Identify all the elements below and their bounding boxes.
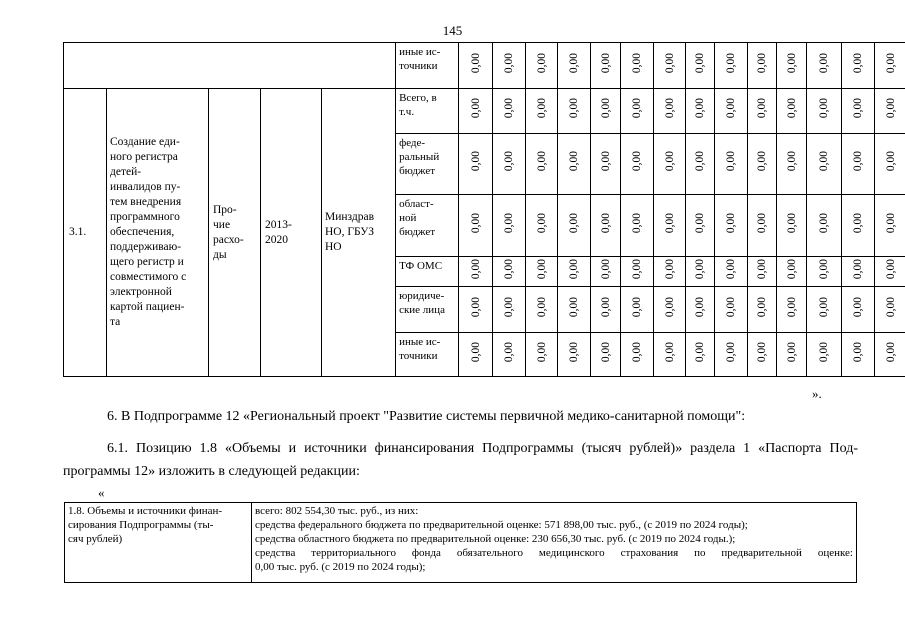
amount-value: 0,00: [503, 52, 516, 74]
top-row-value-cell: [558, 43, 591, 89]
amount-value: 0,00: [535, 258, 548, 280]
amount-value: 0,00: [469, 212, 482, 234]
source-value-cell: [558, 257, 591, 287]
source-value-cell: [558, 89, 591, 134]
source-value-cell: [748, 134, 777, 195]
source-value-cell: [686, 195, 715, 257]
amount-value: 0,00: [535, 212, 548, 234]
item-number: 3.1.: [64, 89, 107, 377]
source-value-cell: [715, 257, 748, 287]
paragraph-6: 6. В Подпрограмме 12 «Региональный проект "Развитие системы первичной медико-санитарной помощи":: [107, 409, 746, 424]
amount-value: 0,00: [568, 341, 581, 363]
source-value-cell: [591, 287, 621, 333]
top-row-value-cell: [459, 43, 493, 89]
source-value-cell: [777, 195, 807, 257]
amount-value: 0,00: [503, 98, 516, 119]
source-value-cell: [621, 333, 654, 377]
amount-value: 0,00: [599, 52, 612, 74]
amount-value: 0,00: [631, 151, 644, 172]
source-value-cell: [558, 287, 591, 333]
source-value-cell: [807, 257, 842, 287]
source-value-cell: [875, 287, 905, 333]
source-value-cell: [526, 89, 558, 134]
amount-value: 0,00: [694, 151, 707, 172]
amount-value: 0,00: [568, 52, 581, 74]
source-value-cell: [842, 89, 875, 134]
source-value-cell: [654, 257, 686, 287]
amount-value: 0,00: [756, 52, 769, 74]
amount-value: 0,00: [818, 151, 831, 172]
source-value-cell: [459, 257, 493, 287]
amount-value: 0,00: [852, 341, 865, 363]
source-value-cell: [591, 134, 621, 195]
amount-value: 0,00: [568, 212, 581, 234]
source-value-cell: [558, 333, 591, 377]
source-value-cell: [777, 134, 807, 195]
source-value-cell: [654, 89, 686, 134]
amount-value: 0,00: [599, 296, 612, 318]
passport-label: 1.8. Объемы и источники финан- сирования Подпрограммы (ты- сяч рублей): [65, 503, 252, 583]
amount-value: 0,00: [694, 341, 707, 363]
opening-quote: «: [98, 485, 105, 500]
financing-table: [63, 42, 905, 377]
source-value-cell: [654, 333, 686, 377]
source-value-cell: [493, 195, 526, 257]
source-value-cell: [621, 134, 654, 195]
amount-value: 0,00: [694, 296, 707, 318]
source-label: област- ной бюджет: [396, 195, 459, 257]
amount-value: 0,00: [568, 296, 581, 318]
amount-value: 0,00: [503, 341, 516, 363]
amount-value: 0,00: [818, 212, 831, 234]
source-value-cell: [777, 287, 807, 333]
amount-value: 0,00: [663, 296, 676, 318]
source-value-cell: [777, 257, 807, 287]
top-row-value-cell: [875, 43, 905, 89]
source-value-cell: [526, 195, 558, 257]
amount-value: 0,00: [725, 52, 738, 74]
source-value-cell: [526, 287, 558, 333]
amount-value: 0,00: [725, 258, 738, 280]
amount-value: 0,00: [725, 151, 738, 172]
source-value-cell: [526, 333, 558, 377]
amount-value: 0,00: [885, 151, 898, 172]
source-value-cell: [591, 89, 621, 134]
source-value-cell: [493, 257, 526, 287]
source-value-cell: [875, 333, 905, 377]
amount-value: 0,00: [885, 98, 898, 119]
source-value-cell: [493, 134, 526, 195]
source-value-cell: [842, 333, 875, 377]
source-value-cell: [686, 287, 715, 333]
source-value-cell: [807, 89, 842, 134]
source-value-cell: [777, 333, 807, 377]
top-row-value-cell: [715, 43, 748, 89]
amount-value: 0,00: [852, 151, 865, 172]
amount-value: 0,00: [535, 296, 548, 318]
amount-value: 0,00: [885, 341, 898, 363]
expense-type: Про- чие расхо- ды: [209, 89, 261, 377]
amount-value: 0,00: [756, 258, 769, 280]
amount-value: 0,00: [852, 296, 865, 318]
amount-value: 0,00: [535, 98, 548, 119]
amount-value: 0,00: [785, 212, 798, 234]
passport-line-regional: средства областного бюджета по предварительной оценке: 230 656,30 тыс. руб. (с 2019 по 2024 годы.);: [255, 533, 736, 545]
source-value-cell: [748, 333, 777, 377]
source-value-cell: [842, 287, 875, 333]
amount-value: 0,00: [725, 98, 738, 119]
source-value-cell: [715, 195, 748, 257]
amount-value: 0,00: [663, 151, 676, 172]
table-row: [64, 43, 905, 89]
source-value-cell: [621, 195, 654, 257]
page-number: 145: [442, 23, 463, 38]
source-value-cell: [777, 89, 807, 134]
source-value-cell: [748, 287, 777, 333]
amount-value: 0,00: [694, 258, 707, 280]
source-value-cell: [654, 134, 686, 195]
amount-value: 0,00: [725, 296, 738, 318]
amount-value: 0,00: [756, 212, 769, 234]
amount-value: 0,00: [756, 296, 769, 318]
source-value-cell: [493, 89, 526, 134]
item-name: Создание еди- ного регистра детей- инвалидов пу- тем внедрения программного обеспечения, поддерживаю- щего регистр и совместимого с электронной картой пациен- та: [107, 89, 209, 377]
source-value-cell: [526, 134, 558, 195]
source-value-cell: [875, 195, 905, 257]
amount-value: 0,00: [885, 212, 898, 234]
amount-value: 0,00: [785, 296, 798, 318]
source-value-cell: [459, 89, 493, 134]
passport-content: [252, 503, 857, 583]
amount-value: 0,00: [599, 258, 612, 280]
amount-value: 0,00: [663, 52, 676, 74]
source-value-cell: [875, 134, 905, 195]
top-row-value-cell: [493, 43, 526, 89]
amount-value: 0,00: [852, 212, 865, 234]
passport-line-federal: средства федерального бюджета по предварительной оценке: 571 898,00 тыс. руб., (с 2019 по 2024 годы);: [255, 519, 748, 531]
paragraph-6-1-line2: программы 12» изложить в следующей редакции:: [63, 464, 360, 479]
top-row-value-cell: [526, 43, 558, 89]
amount-value: 0,00: [599, 341, 612, 363]
amount-value: 0,00: [725, 212, 738, 234]
amount-value: 0,00: [785, 98, 798, 119]
amount-value: 0,00: [503, 258, 516, 280]
amount-value: 0,00: [503, 296, 516, 318]
blank-cell: [64, 43, 396, 89]
source-value-cell: [875, 89, 905, 134]
amount-value: 0,00: [631, 52, 644, 74]
source-value-cell: [493, 287, 526, 333]
top-row-value-cell: [621, 43, 654, 89]
amount-value: 0,00: [852, 98, 865, 119]
source-label: юридиче- ские лица: [396, 287, 459, 333]
source-value-cell: [842, 195, 875, 257]
amount-value: 0,00: [631, 258, 644, 280]
source-value-cell: [459, 134, 493, 195]
source-value-cell: [654, 195, 686, 257]
source-value-cell: [807, 287, 842, 333]
amount-value: 0,00: [469, 296, 482, 318]
amount-value: 0,00: [469, 151, 482, 172]
amount-value: 0,00: [535, 151, 548, 172]
closing-quote: ».: [812, 386, 822, 401]
executor: Минздрав НО, ГБУЗ НО: [322, 89, 396, 377]
source-value-cell: [558, 134, 591, 195]
amount-value: 0,00: [568, 151, 581, 172]
source-value-cell: [715, 333, 748, 377]
amount-value: 0,00: [694, 98, 707, 119]
source-value-cell: [621, 257, 654, 287]
amount-value: 0,00: [785, 52, 798, 74]
amount-value: 0,00: [885, 296, 898, 318]
top-row-value-cell: [777, 43, 807, 89]
amount-value: 0,00: [503, 212, 516, 234]
source-label: феде- ральный бюджет: [396, 134, 459, 195]
passport-line-tfoms-value: 0,00 тыс. руб. (с 2019 по 2024 годы);: [255, 561, 426, 573]
amount-value: 0,00: [694, 212, 707, 234]
source-value-cell: [748, 195, 777, 257]
amount-value: 0,00: [663, 98, 676, 119]
amount-value: 0,00: [469, 98, 482, 119]
amount-value: 0,00: [599, 98, 612, 119]
amount-value: 0,00: [631, 212, 644, 234]
source-value-cell: [558, 195, 591, 257]
amount-value: 0,00: [599, 212, 612, 234]
source-value-cell: [654, 287, 686, 333]
source-value-cell: [807, 333, 842, 377]
source-value-cell: [842, 134, 875, 195]
source-value-cell: [591, 257, 621, 287]
amount-value: 0,00: [818, 258, 831, 280]
source-value-cell: [807, 195, 842, 257]
amount-value: 0,00: [469, 52, 482, 74]
amount-value: 0,00: [818, 296, 831, 318]
source-label: иные ис- точники: [396, 333, 459, 377]
amount-value: 0,00: [785, 258, 798, 280]
top-row-value-cell: [842, 43, 875, 89]
source-value-cell: [748, 89, 777, 134]
amount-value: 0,00: [663, 258, 676, 280]
top-row-value-cell: [686, 43, 715, 89]
source-value-cell: [591, 333, 621, 377]
source-label: Всего, в т.ч.: [396, 89, 459, 134]
source-value-cell: [715, 134, 748, 195]
paragraph-6-1-line1: 6.1. Позицию 1.8 «Объемы и источники финансирования Подпрограммы (тысяч рублей)» раздела 1 «Паспорта Под-: [107, 441, 858, 456]
amount-value: 0,00: [568, 98, 581, 119]
source-value-cell: [748, 257, 777, 287]
amount-value: 0,00: [631, 341, 644, 363]
source-value-cell: [686, 134, 715, 195]
source-label: иные ис- точники: [396, 43, 459, 89]
amount-value: 0,00: [535, 341, 548, 363]
amount-value: 0,00: [818, 98, 831, 119]
source-value-cell: [807, 134, 842, 195]
amount-value: 0,00: [663, 212, 676, 234]
amount-value: 0,00: [756, 341, 769, 363]
amount-value: 0,00: [663, 341, 676, 363]
source-value-cell: [715, 89, 748, 134]
source-value-cell: [875, 257, 905, 287]
top-row-value-cell: [654, 43, 686, 89]
amount-value: 0,00: [756, 98, 769, 119]
amount-value: 0,00: [694, 52, 707, 74]
amount-value: 0,00: [503, 151, 516, 172]
amount-value: 0,00: [631, 296, 644, 318]
amount-value: 0,00: [535, 52, 548, 74]
source-value-cell: [686, 257, 715, 287]
amount-value: 0,00: [852, 258, 865, 280]
source-value-cell: [459, 287, 493, 333]
amount-value: 0,00: [599, 151, 612, 172]
source-value-cell: [621, 89, 654, 134]
source-value-cell: [686, 89, 715, 134]
source-value-cell: [842, 257, 875, 287]
amount-value: 0,00: [756, 151, 769, 172]
source-value-cell: [493, 333, 526, 377]
amount-value: 0,00: [852, 52, 865, 74]
amount-value: 0,00: [469, 341, 482, 363]
table-row: [64, 89, 905, 134]
source-value-cell: [715, 287, 748, 333]
amount-value: 0,00: [631, 98, 644, 119]
amount-value: 0,00: [818, 52, 831, 74]
top-row-value-cell: [591, 43, 621, 89]
passport-table: [64, 502, 857, 583]
passport-line-total: всего: 802 554,30 тыс. руб., из них:: [255, 505, 419, 517]
amount-value: 0,00: [818, 341, 831, 363]
top-row-value-cell: [807, 43, 842, 89]
amount-value: 0,00: [885, 52, 898, 74]
implementation-period: 2013- 2020: [261, 89, 322, 377]
amount-value: 0,00: [885, 258, 898, 280]
amount-value: 0,00: [785, 151, 798, 172]
amount-value: 0,00: [785, 341, 798, 363]
amount-value: 0,00: [725, 341, 738, 363]
source-value-cell: [686, 333, 715, 377]
passport-line-tfoms: средства территориального фонда обязательного медицинского страхования по предварительной оценке:: [255, 547, 853, 559]
source-value-cell: [526, 257, 558, 287]
amount-value: 0,00: [568, 258, 581, 280]
amount-value: 0,00: [469, 258, 482, 280]
top-row-value-cell: [748, 43, 777, 89]
source-value-cell: [591, 195, 621, 257]
source-value-cell: [621, 287, 654, 333]
source-value-cell: [459, 195, 493, 257]
source-value-cell: [459, 333, 493, 377]
source-label: ТФ ОМС: [396, 257, 459, 287]
